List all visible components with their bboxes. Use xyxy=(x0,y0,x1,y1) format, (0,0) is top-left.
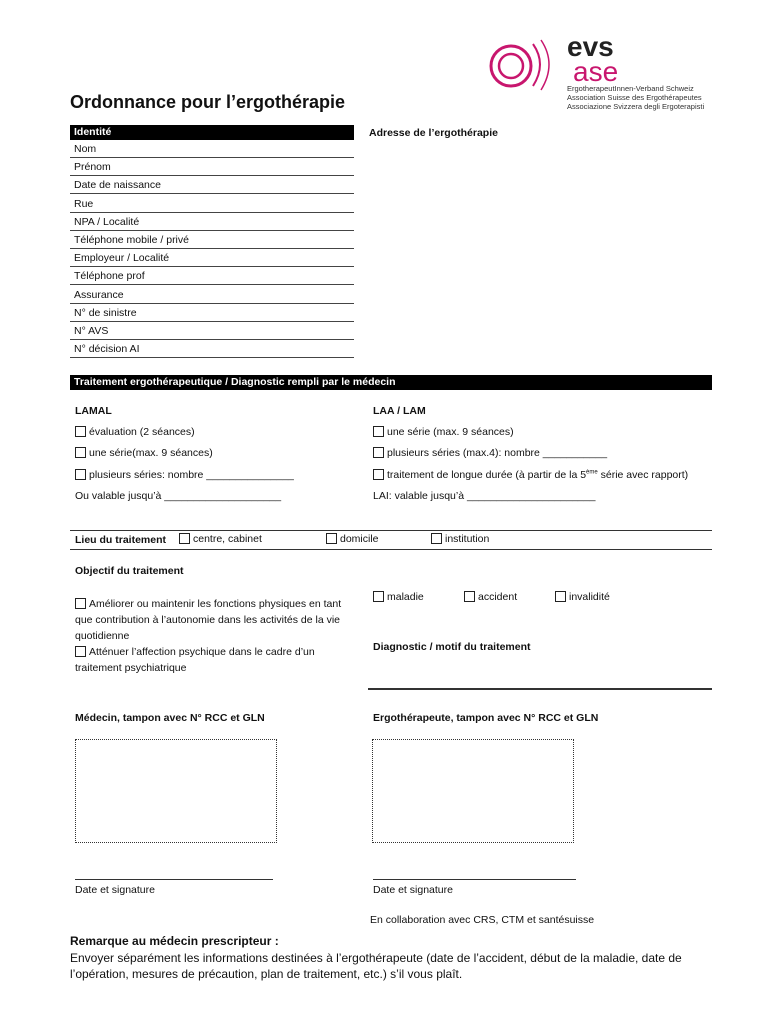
lamal-option-serie[interactable]: une série(max. 9 séances) xyxy=(75,447,213,459)
lieu-option-centre[interactable]: centre, cabinet xyxy=(179,533,262,545)
logo-evs: evs xyxy=(567,31,614,62)
ergo-label: Ergothérapeute, tampon avec N° RCC et GLN xyxy=(373,712,599,724)
identity-field-row[interactable]: Téléphone prof xyxy=(70,268,354,285)
diagnostic-label: Diagnostic / motif du traitement xyxy=(373,641,531,653)
identity-field-row[interactable]: N° décision AI xyxy=(70,341,354,358)
lamal-valid-until[interactable]: Ou valable jusqu’à ____________________ xyxy=(75,490,282,502)
address-label: Adresse de l’ergothérapie xyxy=(369,127,498,139)
identity-field-row[interactable]: Téléphone mobile / privé xyxy=(70,232,354,249)
laa-option-plusieurs[interactable]: plusieurs séries (max.4): nombre ___________ xyxy=(373,447,607,459)
cause-maladie[interactable]: maladie xyxy=(373,591,424,603)
remarque-title: Remarque au médecin prescripteur : xyxy=(70,934,279,948)
cause-accident[interactable]: accident xyxy=(464,591,517,603)
checkbox[interactable] xyxy=(555,591,566,602)
logo-ase: ase xyxy=(573,56,619,87)
medecin-signature-line[interactable] xyxy=(75,879,273,880)
identity-header: Identité xyxy=(70,125,354,140)
medecin-label: Médecin, tampon avec N° RCC et GLN xyxy=(75,712,265,724)
ergo-date-signature: Date et signature xyxy=(373,884,453,896)
checkbox[interactable] xyxy=(75,598,86,609)
objectif-label: Objectif du traitement xyxy=(75,565,184,577)
medecin-stamp-box[interactable] xyxy=(75,739,277,843)
logo-swirl-icon xyxy=(487,34,567,94)
evs-ase-logo xyxy=(487,31,717,114)
checkbox[interactable] xyxy=(75,646,86,657)
identity-field-row[interactable]: Assurance xyxy=(70,287,354,304)
divider xyxy=(70,530,712,531)
identity-field-row[interactable]: Prénom xyxy=(70,159,354,176)
page-title: Ordonnance pour l’ergothérapie xyxy=(70,92,346,112)
logo-line-3: Associazione Svizzera degli Ergoterapisti xyxy=(567,102,705,111)
checkbox[interactable] xyxy=(373,591,384,602)
collaboration-note: En collaboration avec CRS, CTM et santésuisse xyxy=(370,914,595,926)
lamal-option-plusieurs[interactable]: plusieurs séries: nombre _______________ xyxy=(75,469,294,481)
identity-field-row[interactable]: N° de sinistre xyxy=(70,305,354,322)
checkbox[interactable] xyxy=(373,447,384,458)
divider xyxy=(70,549,712,550)
lieu-label: Lieu du traitement xyxy=(75,534,167,546)
lamal-option-evaluation[interactable]: évaluation (2 séances) xyxy=(75,426,195,438)
cause-invalidite[interactable]: invalidité xyxy=(555,591,610,603)
identity-field-row[interactable]: N° AVS xyxy=(70,323,354,340)
checkbox[interactable] xyxy=(75,469,86,480)
laa-option-longue-duree[interactable]: traitement de longue durée (à partir de la 5ème série avec rapport) xyxy=(373,469,688,481)
checkbox[interactable] xyxy=(75,426,86,437)
lieu-option-domicile[interactable]: domicile xyxy=(326,533,379,545)
diagnostic-line[interactable] xyxy=(368,688,712,690)
checkbox[interactable] xyxy=(464,591,475,602)
ergo-signature-line[interactable] xyxy=(373,879,576,880)
ergo-stamp-box[interactable] xyxy=(372,739,574,843)
identity-field-row[interactable]: Date de naissance xyxy=(70,177,354,194)
checkbox[interactable] xyxy=(373,469,384,480)
lai-valid-until[interactable]: LAI: valable jusqu’à ______________________ xyxy=(373,490,596,502)
lieu-option-institution[interactable]: institution xyxy=(431,533,489,545)
laa-header: LAA / LAM xyxy=(373,405,426,417)
identity-field-row[interactable]: Nom xyxy=(70,141,354,158)
checkbox[interactable] xyxy=(431,533,442,544)
lamal-header: LAMAL xyxy=(75,405,112,417)
laa-option-serie[interactable]: une série (max. 9 séances) xyxy=(373,426,514,438)
treatment-header: Traitement ergothérapeutique / Diagnostic rempli par le médecin xyxy=(70,375,712,390)
checkbox[interactable] xyxy=(373,426,384,437)
medecin-date-signature: Date et signature xyxy=(75,884,155,896)
identity-field-row[interactable]: NPA / Localité xyxy=(70,214,354,231)
identity-field-row[interactable]: Employeur / Localité xyxy=(70,250,354,267)
logo-line-1: ErgotherapeutInnen-Verband Schweiz xyxy=(567,84,694,93)
checkbox[interactable] xyxy=(326,533,337,544)
identity-field-row[interactable]: Rue xyxy=(70,196,354,213)
objectif-option-psychique[interactable]: Atténuer l’affection psychique dans le cadre d’un traitement psychiatrique xyxy=(75,646,315,674)
checkbox[interactable] xyxy=(75,447,86,458)
remarque-text: Envoyer séparément les informations destinées à l’ergothérapeute (date de l’accident, début de la maladie, date de l’opération, mesures de précaution, plan de traitement, etc.) s’il vous plaît. xyxy=(70,951,682,981)
objectif-option-physique[interactable]: Améliorer ou maintenir les fonctions physiques en tant que contribution à l’autonomie dans les activités de la vie quotidienne xyxy=(75,598,342,642)
checkbox[interactable] xyxy=(179,533,190,544)
logo-line-2: Association Suisse des Ergothérapeutes xyxy=(567,93,702,102)
